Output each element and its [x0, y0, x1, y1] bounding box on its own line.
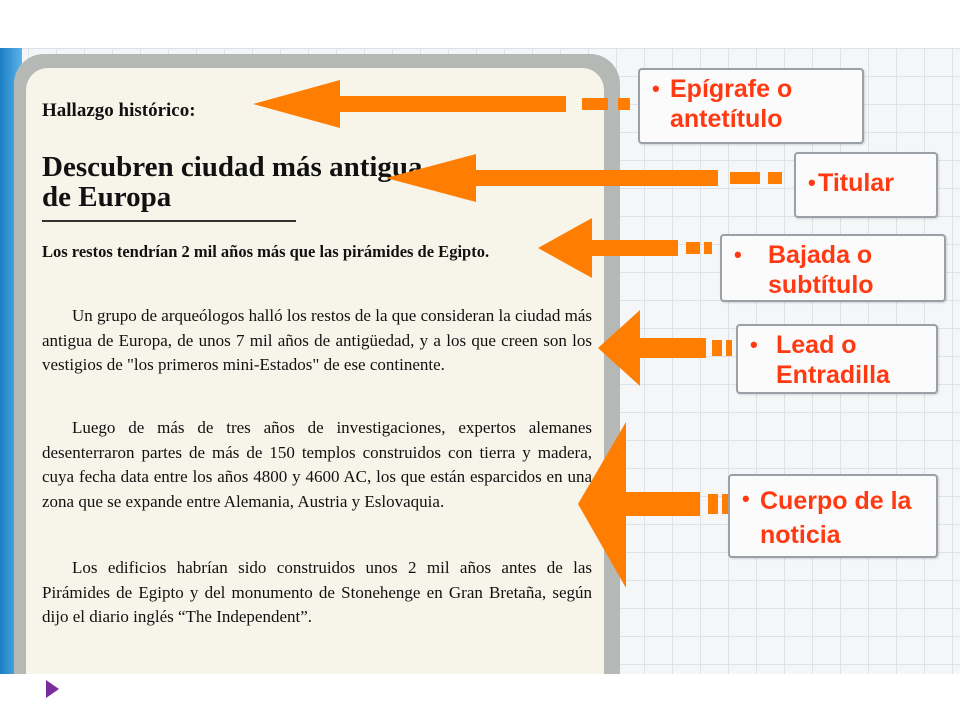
annotated-news-figure	[0, 48, 960, 674]
article-body-paragraph: Los edificios habrían sido construidos unos 2 mil años antes de las Pirámides de Egipto y del monumento de Stonehenge en Gran Bretaña, según dijo el diario inglés “The Independent”.	[42, 558, 592, 626]
bullet-icon: •	[734, 242, 742, 267]
label-text: Epígrafe o	[670, 75, 793, 103]
article-subtitle: Los restos tendrían 2 mil años más que las pirámides de Egipto.	[42, 242, 490, 261]
bullet-icon: •	[742, 486, 750, 511]
article-body-paragraph: Luego de más de tres años de investigaciones, expertos alemanes desenterraron partes de más de 150 templos construidos con tierra y madera, cuya fecha data entre los años 4800 y 4600 AC, los que están esparcidos en una zona que se expande entre Alemania, Austria y Eslovaquia.	[42, 418, 592, 511]
arrow-cuerpo	[578, 422, 700, 588]
arrow-titular-dash	[768, 172, 782, 184]
label-bajada	[720, 234, 946, 302]
arrow-lead	[598, 310, 706, 386]
bullet-icon: •	[808, 170, 816, 195]
label-lead	[736, 324, 938, 394]
label-titular	[794, 152, 938, 218]
label-text: subtítulo	[768, 271, 874, 299]
label-cuerpo	[728, 474, 938, 558]
arrow-epigrafe	[253, 80, 566, 128]
arrow-lead-dash	[726, 340, 732, 356]
arrow-lead-dash	[712, 340, 722, 356]
arrow-epigrafe-dash	[582, 98, 608, 110]
arrow-cuerpo-dash	[708, 494, 718, 514]
label-text: Cuerpo de la	[760, 487, 912, 515]
article-lead: Un grupo de arqueólogos halló los restos de la que consideran la ciudad más antigua de Europa, de unos 7 mil años de antigüedad, y a los que creen son los vestigios de "los primeros mini-Estados" de ese continente.	[42, 306, 592, 374]
arrow-titular-dash	[730, 172, 760, 184]
arrow-bajada	[538, 218, 678, 278]
article-epigraph: Hallazgo histórico:	[42, 100, 196, 121]
slide-bullet-triangle-icon	[46, 680, 59, 698]
arrow-titular	[386, 154, 718, 202]
label-text: Lead o	[776, 331, 857, 359]
article-headline: Descubren ciudad más antigua de Europa	[42, 151, 423, 213]
label-text: antetítulo	[670, 105, 783, 133]
label-text: Titular	[818, 169, 894, 197]
label-text: Entradilla	[776, 361, 890, 389]
label-text: Bajada o	[768, 241, 873, 269]
bullet-icon: •	[652, 76, 660, 101]
arrow-bajada-dash	[686, 242, 700, 254]
arrow-bajada-dash	[704, 242, 712, 254]
label-epigrafe	[638, 68, 864, 144]
bullet-icon: •	[750, 332, 758, 357]
arrow-epigrafe-dash	[618, 98, 630, 110]
label-text: noticia	[760, 521, 841, 549]
